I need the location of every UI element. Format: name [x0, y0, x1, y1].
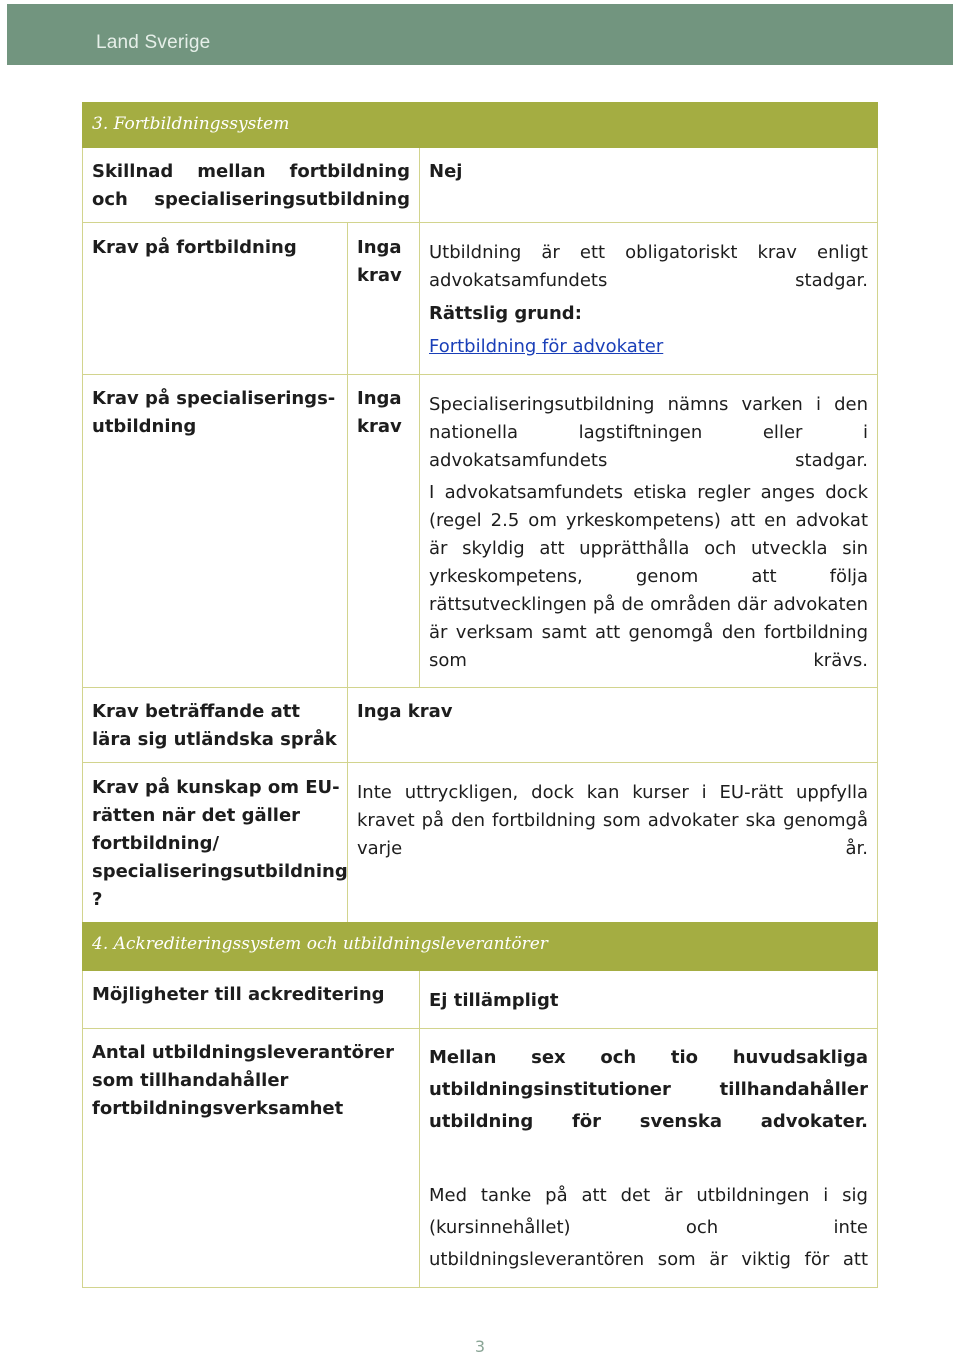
row-text-providers: Med tanke på att det är utbildningen i sig (kursinnehållet) och inte utbildningsleverantören som är viktig för att	[429, 1185, 868, 1270]
column-divider	[419, 971, 420, 1288]
row-status-specialisation: Inga krav	[357, 388, 402, 437]
banner-title: Land Sverige	[96, 32, 211, 53]
column-divider	[419, 222, 420, 687]
row-text-cpd: Utbildning är ett obligatoriskt krav enligt advokatsamfundets stadgar.	[429, 242, 868, 291]
row-divider	[82, 762, 878, 763]
section-header-fortbildning	[82, 102, 878, 148]
row-divider	[82, 1028, 878, 1029]
legal-basis-label: Rättslig grund:	[429, 303, 582, 324]
page-number: 3	[474, 1337, 486, 1356]
row-divider	[82, 374, 878, 375]
row-label-providers: Antal utbildningsleverantörer som tillhandahåller fortbildningsverksamhet	[92, 1042, 394, 1119]
row-text-eu-law: Inte uttryckligen, dock kan kurser i EU-rätt uppfylla kravet på den fortbildning som advokater ska genomgå varje år.	[357, 782, 868, 859]
row-text-specialisation-2: I advokatsamfundets etiska regler anges dock (regel 2.5 om yrkeskompetens) att en advokat är skyldig att upprätthålla och utveckla sin yrkeskompetens, genom att följa rättsutvecklingen på de områden där advokaten är verksam samt att genomgå den fortbildning som krävs.	[429, 482, 868, 671]
row-label-accreditation: Möjligheter till ackreditering	[92, 984, 385, 1005]
row-text-providers-bold: Mellan sex och tio huvudsakliga utbildningsinstitutioner tillhandahåller utbildning för svenska advokater.	[429, 1047, 868, 1132]
section-title: 3. Fortbildningssystem	[92, 114, 290, 134]
row-value-accreditation: Ej tillämpligt	[429, 990, 559, 1011]
row-divider	[82, 222, 878, 223]
link-fortbildning-for-advokater[interactable]: Fortbildning för advokater	[429, 336, 664, 357]
section-title: 4. Ackrediteringssystem och utbildningsleverantörer	[92, 934, 548, 954]
row-label-cpd: Krav på fortbildning	[92, 237, 297, 258]
section-header-ackreditering	[82, 922, 878, 971]
row-status-languages: Inga krav	[357, 701, 453, 722]
column-divider	[419, 148, 420, 222]
row-label-difference: Skillnad mellan fortbildning och specialiseringsutbildning	[92, 161, 410, 210]
row-value-difference: Nej	[429, 161, 463, 182]
row-text-specialisation-1: Specialiseringsutbildning nämns varken i den nationella lagstiftningen eller i advokatsamfundets stadgar.	[429, 394, 868, 471]
row-label-languages: Krav beträffande att lära sig utländska språk	[92, 701, 337, 750]
column-divider	[347, 222, 348, 922]
header-banner	[7, 4, 953, 65]
row-label-specialisation: Krav på specialiserings-utbildning	[92, 388, 336, 437]
row-status-cpd: Inga krav	[357, 237, 402, 286]
row-label-eu-law: Krav på kunskap om EU-rätten när det gäller fortbildning/ specialiseringsutbildning ?	[92, 777, 348, 910]
